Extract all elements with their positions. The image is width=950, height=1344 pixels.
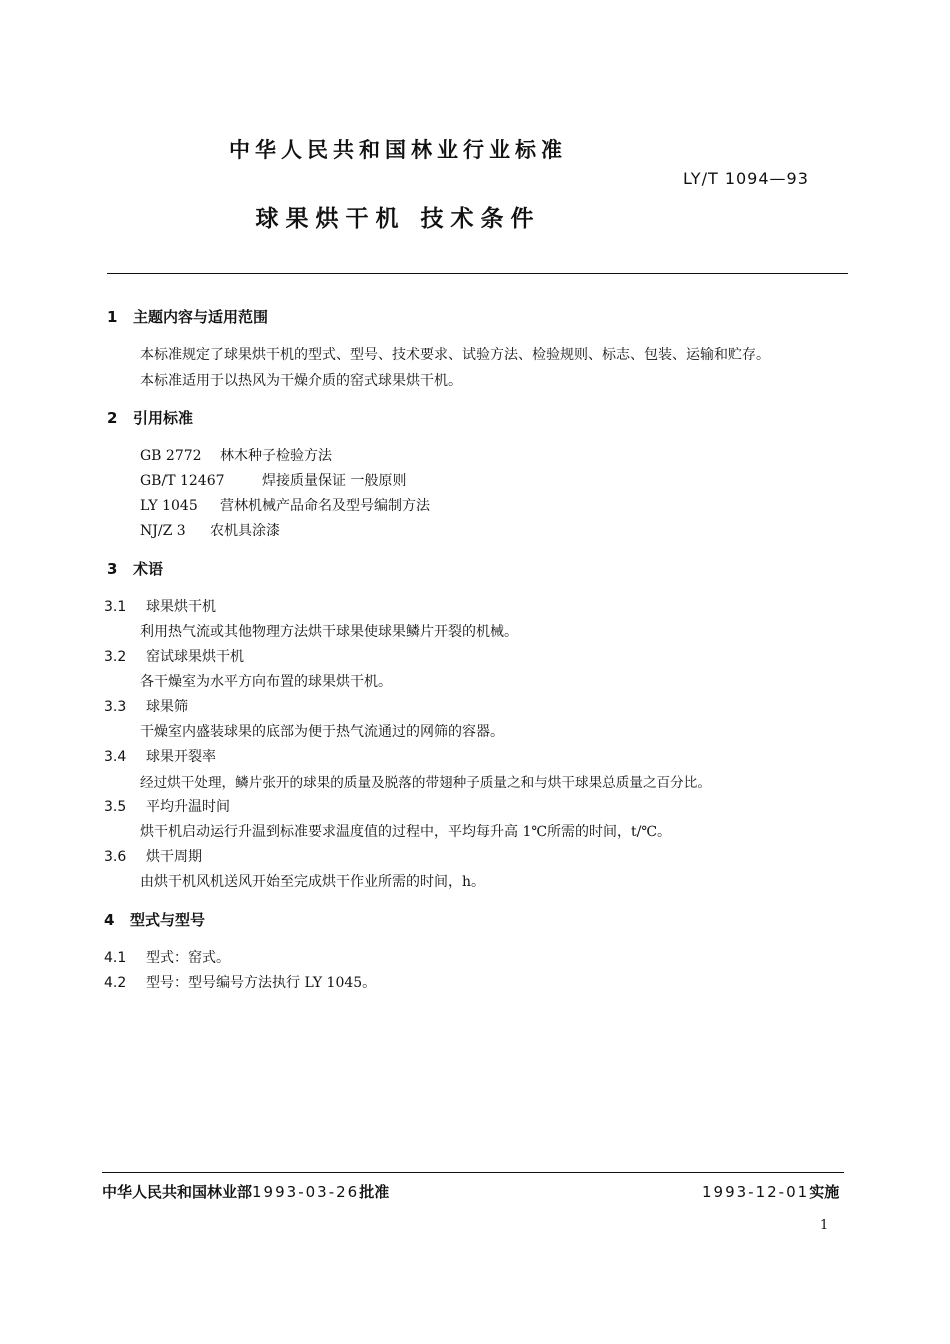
document-title: 球果烘干机 技术条件 — [255, 206, 541, 232]
term-name: 球果筛 — [146, 699, 188, 715]
paragraph: 本标准规定了球果烘干机的型式、型号、技术要求、试验方法、检验规则、标志、包装、运输和贮存。 — [140, 347, 770, 363]
implementation-date: 1993-12-01 — [702, 1183, 810, 1201]
clause-number: 4.2 — [104, 975, 127, 991]
section-title: 引用标准 — [133, 409, 194, 427]
implementation-line — [702, 1181, 839, 1202]
reference-name: 农机具涂漆 — [210, 523, 280, 539]
section-1-heading — [107, 306, 268, 327]
reference-name: 林木种子检验方法 — [220, 448, 332, 464]
term-heading — [104, 596, 216, 616]
section-title: 术语 — [133, 560, 164, 578]
section-number: 1 — [107, 308, 118, 326]
approval-date: 1993-03-26 — [252, 1183, 360, 1201]
reference-name: 营林机械产品命名及型号编制方法 — [220, 498, 430, 514]
reference-code: GB 2772 — [140, 448, 202, 464]
reference-name: 焊接质量保证 一般原则 — [262, 473, 407, 489]
issuing-body-header: 中华人民共和国林业行业标准 — [229, 138, 567, 162]
term-name: 球果烘干机 — [146, 599, 216, 615]
page-number: 1 — [820, 1218, 829, 1233]
term-name: 平均升温时间 — [146, 799, 230, 815]
reference-item — [140, 495, 430, 515]
standard-code: LY/T 1094—93 — [683, 169, 809, 188]
header-divider — [107, 273, 848, 274]
term-number: 3.3 — [104, 699, 127, 715]
term-number: 3.5 — [104, 799, 127, 815]
section-4-heading — [104, 909, 205, 930]
approval-label: 批准 — [359, 1183, 390, 1201]
term-heading — [104, 746, 216, 766]
term-name: 窑试球果烘干机 — [146, 649, 244, 665]
paragraph: 本标准适用于以热风为干燥介质的窑式球果烘干机。 — [140, 373, 462, 389]
implementation-label: 实施 — [809, 1183, 840, 1201]
approving-body: 中华人民共和国林业部 — [102, 1183, 253, 1201]
term-definition: 由烘干机风机送风开始至完成烘干作业所需的时间，h。 — [140, 874, 486, 890]
section-title: 型式与型号 — [130, 911, 206, 929]
reference-item — [140, 470, 406, 490]
section-number: 4 — [104, 911, 115, 929]
term-definition: 干燥室内盛装球果的底部为便于热气流通过的网筛的容器。 — [140, 724, 504, 740]
clause-item — [104, 947, 230, 967]
term-name: 球果开裂率 — [146, 749, 216, 765]
section-number: 3 — [107, 560, 118, 578]
reference-item — [140, 445, 332, 465]
reference-code: GB/T 12467 — [140, 473, 225, 489]
clause-item — [104, 972, 376, 992]
term-name: 烘干周期 — [146, 849, 202, 865]
footer-divider — [102, 1172, 844, 1173]
section-title: 主题内容与适用范围 — [133, 308, 269, 326]
term-number: 3.6 — [104, 849, 127, 865]
term-definition: 各干燥室为水平方向布置的球果烘干机。 — [140, 674, 392, 690]
term-heading — [104, 796, 230, 816]
section-2-heading — [107, 407, 193, 428]
reference-code: NJ/Z 3 — [140, 523, 186, 539]
approval-line — [102, 1181, 389, 1202]
term-definition: 烘干机启动运行升温到标准要求温度值的过程中，平均每升高 1℃所需的时间，t/℃。 — [140, 824, 672, 840]
clause-text: 型号：型号编号方法执行 LY 1045。 — [146, 975, 377, 991]
clause-number: 4.1 — [104, 950, 127, 966]
term-heading — [104, 646, 244, 666]
term-number: 3.2 — [104, 649, 127, 665]
section-3-heading — [107, 558, 163, 579]
term-definition: 利用热气流或其他物理方法烘干球果使球果鳞片开裂的机械。 — [140, 624, 518, 640]
term-number: 3.1 — [104, 599, 127, 615]
reference-item — [140, 520, 280, 540]
section-number: 2 — [107, 409, 118, 427]
term-heading — [104, 846, 202, 866]
clause-text: 型式：窑式。 — [146, 950, 230, 966]
term-definition: 经过烘干处理，鳞片张开的球果的质量及脱落的带翅种子质量之和与烘干球果总质量之百分比。 — [140, 775, 711, 791]
term-heading — [104, 696, 188, 716]
reference-code: LY 1045 — [140, 498, 198, 514]
term-number: 3.4 — [104, 749, 127, 765]
